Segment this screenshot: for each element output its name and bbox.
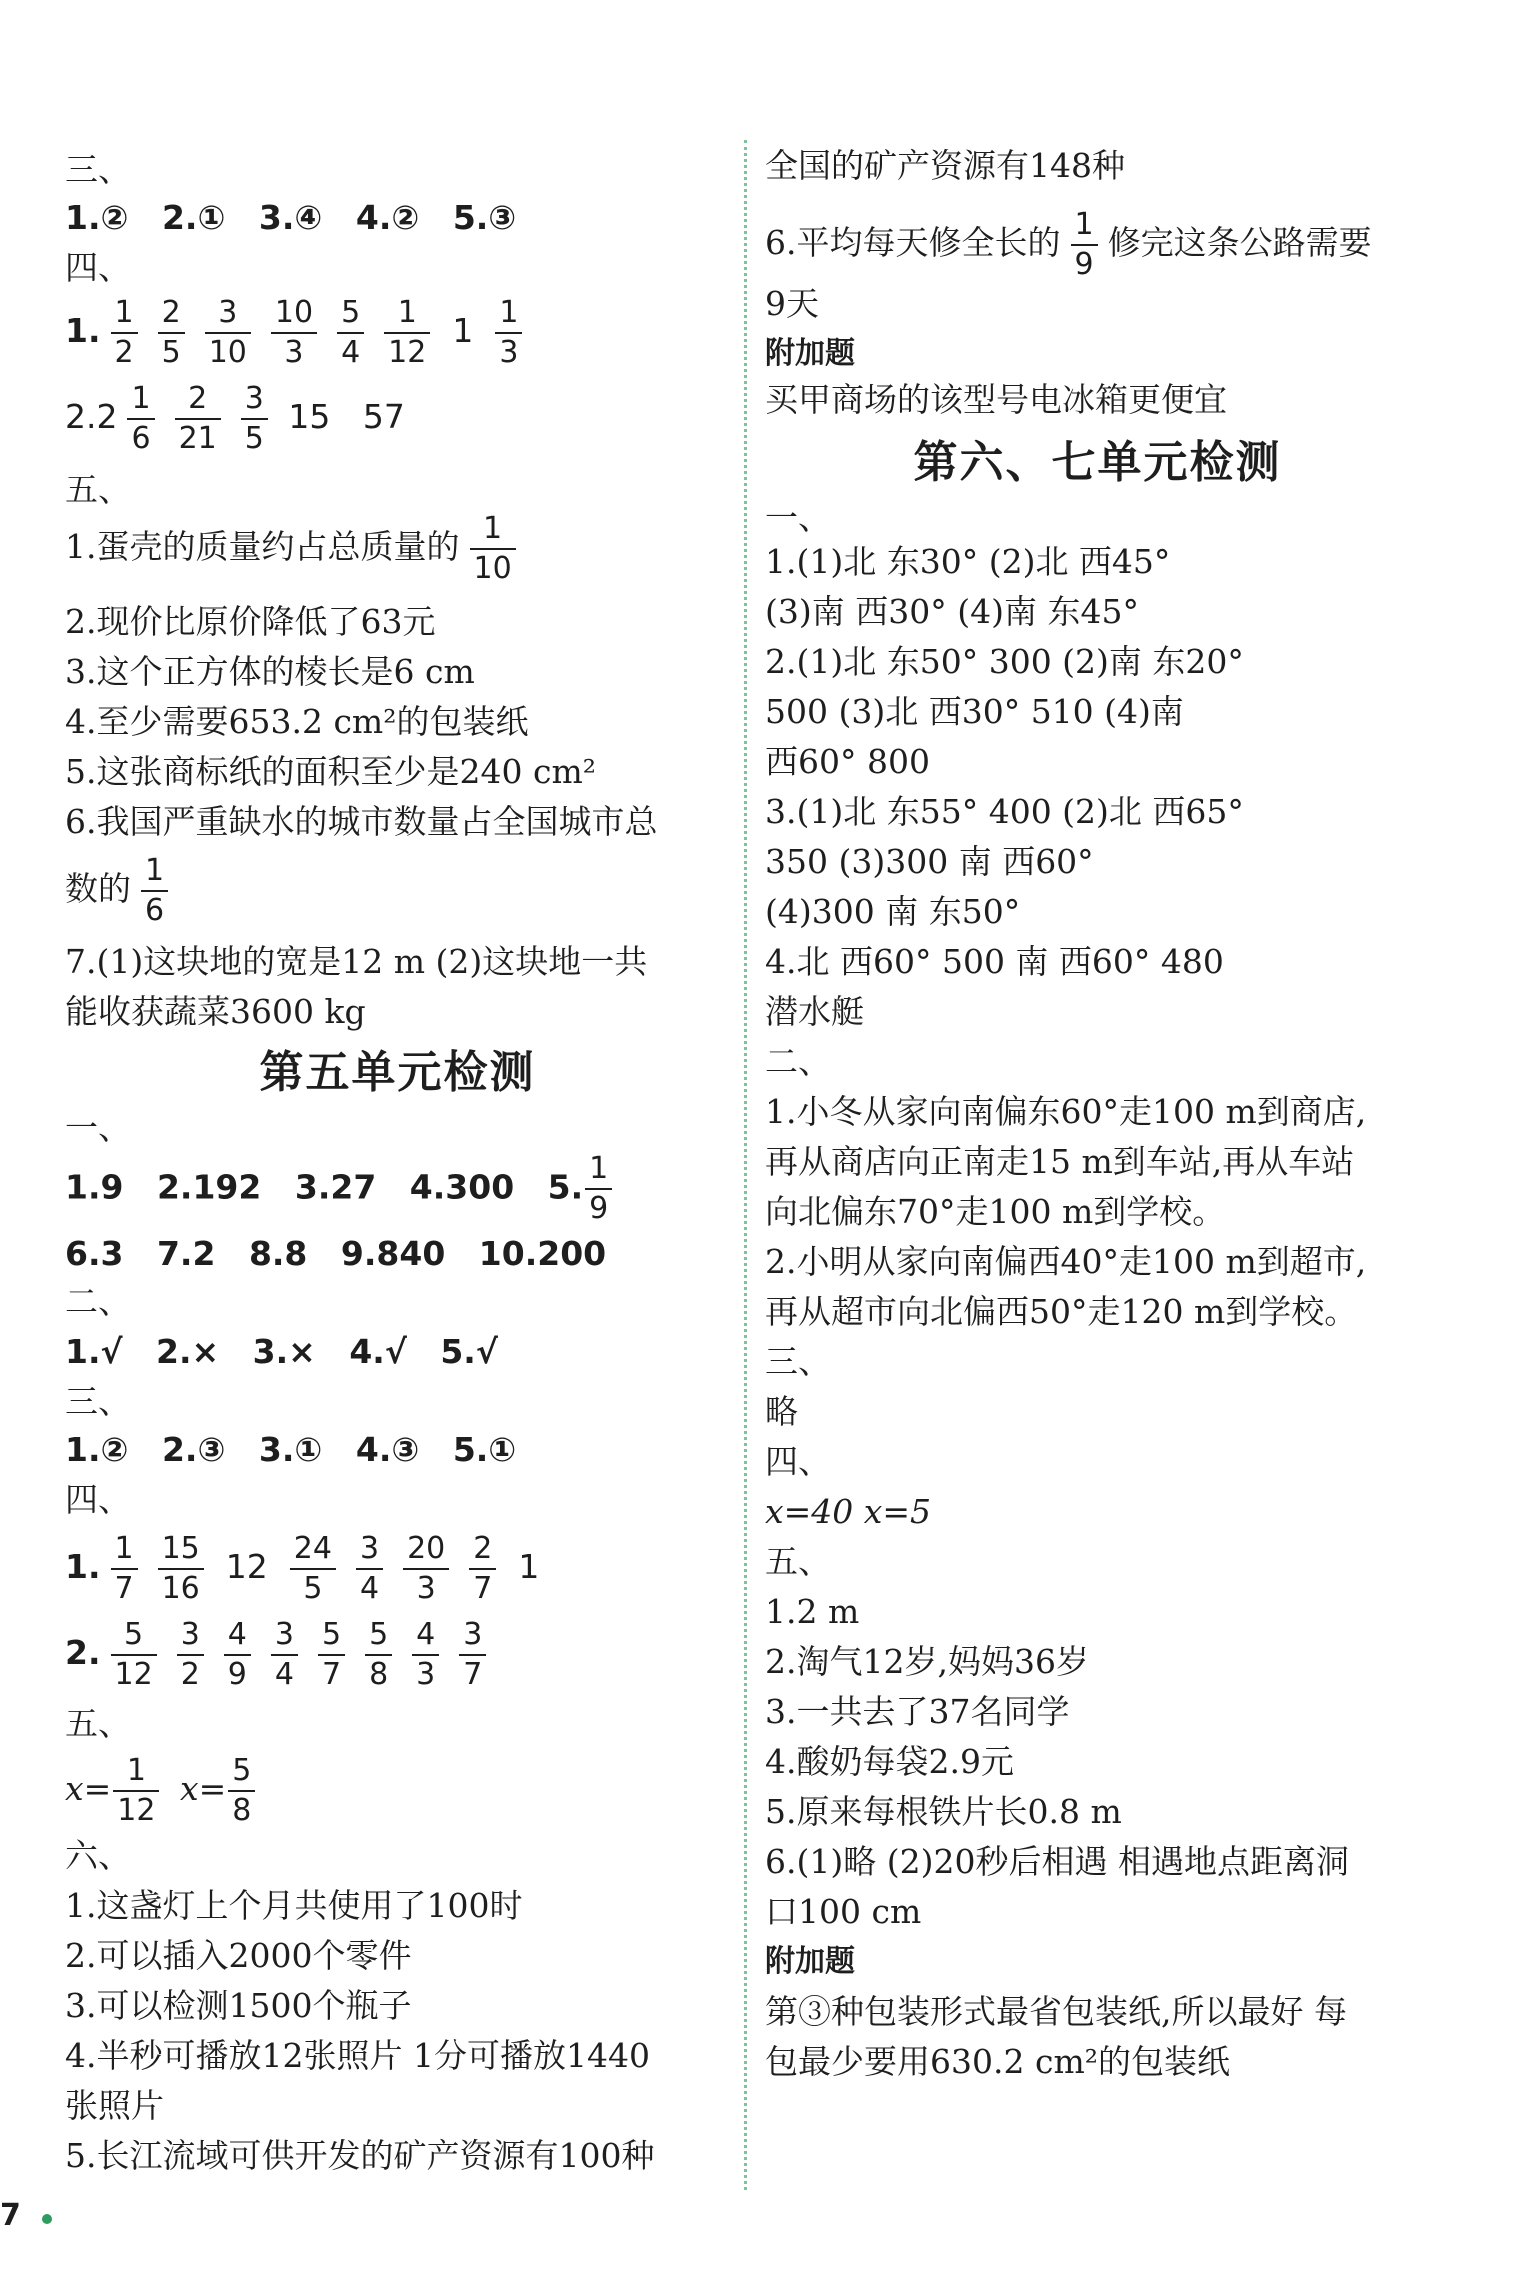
section-head: 四、 — [65, 248, 131, 287]
section-head: 五、 — [765, 1542, 831, 1581]
answer-line: 6.我国严重缺水的城市数量占全国城市总 — [65, 802, 658, 841]
fraction: $\frac{5}{7}$ — [318, 1616, 345, 1694]
answer-row — [65, 1232, 606, 1276]
answer: 2.× — [156, 1332, 220, 1371]
fraction: $\frac{1}{12}$ — [113, 1752, 159, 1830]
section-head: 二、 — [65, 1282, 131, 1321]
answer-line: 能收获蔬菜3600 kg — [65, 992, 366, 1031]
section-head: 三、 — [765, 1342, 831, 1381]
answer: 7.2 — [156, 1234, 216, 1273]
section-head: 五、 — [65, 470, 131, 509]
fraction: $\frac{15}{16}$ — [158, 1530, 204, 1608]
fraction: $\frac{3}{5}$ — [241, 380, 268, 458]
answer: 1.√ — [65, 1332, 123, 1371]
equation-var: x= — [65, 1769, 112, 1808]
page-dot-icon — [42, 2214, 52, 2224]
section-head: 四、 — [765, 1442, 831, 1481]
answer: 15 — [288, 397, 331, 436]
fraction-row — [65, 1530, 551, 1608]
answer: 2.① — [161, 198, 226, 237]
answer-line: 西60° 800 — [765, 742, 930, 781]
fraction: $\frac{2}{7}$ — [469, 1530, 496, 1608]
answer-line: 张照片 — [65, 2086, 164, 2125]
answer: 10.200 — [478, 1234, 607, 1273]
fraction: $\frac{1}{3}$ — [495, 294, 522, 372]
fraction: $\frac{1}{6}$ — [141, 852, 168, 930]
answer-line: 3.(1)北 东55° 400 (2)北 西65° — [765, 792, 1244, 831]
page-number: 7 — [0, 2198, 21, 2233]
fraction: $\frac{20}{3}$ — [403, 1530, 449, 1608]
fraction: $\frac{1}{9}$ — [1071, 206, 1098, 284]
answer-line: 6.(1)略 (2)20秒后相遇 相遇地点距离洞 — [765, 1842, 1349, 1881]
answer-line: 2.可以插入2000个零件 — [65, 1936, 412, 1975]
section-head: 三、 — [65, 1382, 131, 1421]
section-head: 六、 — [65, 1836, 131, 1875]
fraction: $\frac{1}{6}$ — [127, 380, 154, 458]
whole-number: 1 — [452, 311, 474, 350]
answer-row — [65, 1428, 516, 1472]
section-head: 五、 — [65, 1704, 131, 1743]
extra-question-head: 附加题 — [765, 336, 855, 371]
column-divider — [744, 140, 747, 2190]
fraction: $\frac{4}{9}$ — [224, 1616, 251, 1694]
fraction: $\frac{5}{4}$ — [337, 294, 364, 372]
whole-number: 1 — [518, 1547, 540, 1586]
answer: 3.① — [258, 1430, 323, 1469]
answer-line: 9天 — [765, 284, 819, 323]
fraction: $\frac{24}{5}$ — [290, 1530, 336, 1608]
answer: 1.② — [65, 198, 129, 237]
equation-row — [65, 1752, 265, 1830]
fraction: $\frac{3}{2}$ — [177, 1616, 204, 1694]
fraction: $\frac{4}{3}$ — [412, 1616, 439, 1694]
fraction: $\frac{10}{3}$ — [271, 294, 317, 372]
answer-line: 3.可以检测1500个瓶子 — [65, 1986, 412, 2025]
whole-number: 12 — [225, 1547, 268, 1586]
answer-line: 1.2 m — [765, 1592, 860, 1631]
answer: 4.300 — [409, 1167, 515, 1207]
fraction: $\frac{2}{21}$ — [175, 380, 221, 458]
fraction: $\frac{5}{12}$ — [111, 1616, 157, 1694]
answer-line: 买甲商场的该型号电冰箱更便宜 — [765, 380, 1227, 419]
answer-line — [765, 206, 1372, 284]
answer-line: (3)南 西30° (4)南 东45° — [765, 592, 1139, 631]
answer-line: 第③种包装形式最省包装纸,所以最好 每 — [765, 1992, 1347, 2031]
answer-line: 350 (3)300 南 西60° — [765, 842, 1094, 881]
item-label: 1. — [65, 311, 101, 350]
answer-text: 数的 — [65, 869, 131, 908]
fraction: $\frac{1}{10}$ — [470, 510, 516, 588]
answer-line: 2.小明从家向南偏西40°走100 m到超市, — [765, 1242, 1367, 1281]
answer-line: 口100 cm — [765, 1892, 922, 1931]
answer-row — [65, 1330, 498, 1374]
answer-line: 4.北 西60° 500 南 西60° 480 — [765, 942, 1224, 981]
answer: 3.27 — [294, 1167, 377, 1207]
answer: 5.① — [452, 1430, 517, 1469]
answer: 4.√ — [349, 1332, 407, 1371]
answer-line: 5.长江流域可供开发的矿产资源有100种 — [65, 2136, 655, 2175]
answer: 5.③ — [452, 198, 517, 237]
answer: 2.192 — [156, 1167, 262, 1207]
answer: 4.③ — [355, 1430, 420, 1469]
answer-line: 1.(1)北 东30° (2)北 西45° — [765, 542, 1171, 581]
item-label: 1. — [65, 1547, 101, 1586]
fraction: $\frac{1}{2}$ — [111, 294, 138, 372]
answer-line: 4.酸奶每袋2.9元 — [765, 1742, 1014, 1781]
fraction: $\frac{1}{12}$ — [384, 294, 430, 372]
section-head: 一、 — [65, 1108, 131, 1147]
answer: 1.② — [65, 1430, 129, 1469]
answer-line: 500 (3)北 西30° 510 (4)南 — [765, 692, 1184, 731]
answer-line: 3.一共去了37名同学 — [765, 1692, 1070, 1731]
answer-line: 7.(1)这块地的宽是12 m (2)这块地一共 — [65, 942, 648, 981]
section-head: 二、 — [765, 1042, 831, 1081]
fraction: $\frac{3}{10}$ — [205, 294, 251, 372]
answer: 2.③ — [161, 1430, 226, 1469]
fraction: $\frac{3}{4}$ — [271, 1616, 298, 1694]
answer: 3.× — [252, 1332, 316, 1371]
answer: 6.3 — [65, 1234, 124, 1273]
answer: 9.840 — [340, 1234, 446, 1273]
section-head: 一、 — [765, 498, 831, 537]
fraction: $\frac{1}{7}$ — [111, 1530, 138, 1608]
answer: 5.√ — [440, 1332, 498, 1371]
answer-text: 修完这条公路需要 — [1107, 223, 1372, 262]
extra-question-head: 附加题 — [765, 1944, 855, 1979]
fraction: $\frac{5}{8}$ — [365, 1616, 392, 1694]
answer-line: 2.(1)北 东50° 300 (2)南 东20° — [765, 642, 1244, 681]
answer: 1.9 — [65, 1167, 124, 1207]
answer: 5. — [547, 1167, 584, 1207]
answer-text: 1.蛋壳的质量约占总质量的 — [65, 527, 460, 566]
fraction: $\frac{3}{4}$ — [356, 1530, 383, 1608]
answer-row — [65, 196, 516, 240]
fraction: $\frac{2}{5}$ — [158, 294, 185, 372]
answer-line: 1.小冬从家向南偏东60°走100 m到商店, — [765, 1092, 1367, 1131]
equation-var: x= — [179, 1769, 227, 1808]
item-label: 2.2 — [65, 397, 118, 436]
answer-line: 5.这张商标纸的面积至少是240 cm² — [65, 752, 596, 791]
answer-line: 向北偏东70°走100 m到学校。 — [765, 1192, 1226, 1231]
fraction: $\frac{1}{9}$ — [585, 1150, 612, 1228]
answer-line: 再从超市向北偏西50°走120 m到学校。 — [765, 1292, 1358, 1331]
answer: 3.④ — [258, 198, 323, 237]
answer: 8.8 — [248, 1234, 308, 1273]
answer-line: 1.这盏灯上个月共使用了100时 — [65, 1886, 523, 1925]
answer-row — [65, 1150, 622, 1228]
fraction: $\frac{3}{7}$ — [459, 1616, 486, 1694]
fraction-row — [65, 1616, 496, 1694]
answer: 57 — [362, 397, 405, 436]
answer-line: (4)300 南 东50° — [765, 892, 1021, 931]
answer-line: 3.这个正方体的棱长是6 cm — [65, 652, 475, 691]
fraction-row — [65, 294, 532, 372]
answer: 4.② — [355, 198, 420, 237]
answer-line: 5.原来每根铁片长0.8 m — [765, 1792, 1122, 1831]
answer-line — [65, 510, 526, 588]
answer-line: 略 — [765, 1392, 798, 1431]
answer-line: x=40 x=5 — [765, 1492, 931, 1531]
section-head: 三、 — [65, 150, 131, 189]
answer-line: 4.至少需要653.2 cm²的包装纸 — [65, 702, 529, 741]
answer-line — [65, 852, 178, 930]
answer-line: 2.现价比原价降低了63元 — [65, 602, 436, 641]
answer-line: 全国的矿产资源有148种 — [765, 146, 1125, 185]
fraction-row — [65, 380, 405, 458]
answer-text: 6.平均每天修全长的 — [765, 223, 1061, 262]
answer-line: 4.半秒可播放12张照片 1分可播放1440 — [65, 2036, 650, 2075]
section-head: 四、 — [65, 1480, 131, 1519]
fraction: $\frac{5}{8}$ — [228, 1752, 255, 1830]
answer-line: 潜水艇 — [765, 992, 864, 1031]
answer-line: 2.淘气12岁,妈妈36岁 — [765, 1642, 1089, 1681]
unit-title: 第五单元检测 — [259, 1047, 536, 1098]
unit-title: 第六、七单元检测 — [913, 437, 1282, 488]
answer-line: 包最少要用630.2 cm²的包装纸 — [765, 2042, 1230, 2081]
answer-line: 再从商店向正南走15 m到车站,再从车站 — [765, 1142, 1355, 1181]
item-label: 2. — [65, 1633, 101, 1672]
